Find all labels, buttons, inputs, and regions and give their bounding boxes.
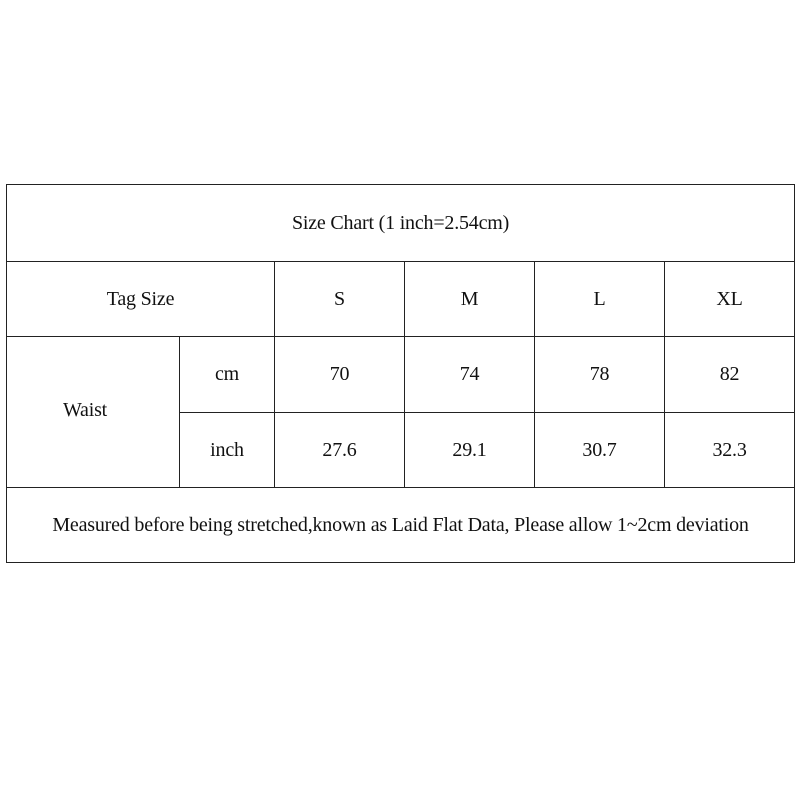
value-cell: 82: [665, 337, 795, 413]
measurement-label-cell: [7, 337, 180, 488]
size-header-l: L: [535, 262, 665, 337]
value-cell: 29.1: [405, 413, 535, 488]
size-header-s: S: [275, 262, 405, 337]
value-cell: 32.3: [665, 413, 795, 488]
measurement-label: Waist: [62, 398, 108, 421]
unit-label-cm: cm: [180, 337, 275, 413]
header-row: [7, 262, 795, 337]
value-cell: 30.7: [535, 413, 665, 488]
size-header-m: M: [405, 262, 535, 337]
table-row: [7, 337, 795, 413]
size-chart-title: Size Chart (1 inch=2.54cm): [7, 185, 795, 262]
value-cell: 27.6: [275, 413, 405, 488]
size-chart-table: [6, 184, 795, 563]
value-cell: 70: [275, 337, 405, 413]
title-row: [7, 185, 795, 262]
note-row: [7, 488, 795, 563]
unit-label-inch: inch: [180, 413, 275, 488]
value-cell: 78: [535, 337, 665, 413]
measurement-note: Measured before being stretched,known as Laid Flat Data, Please allow 1~2cm deviation: [7, 488, 795, 563]
tag-size-label: Tag Size: [7, 262, 275, 337]
size-header-xl: XL: [665, 262, 795, 337]
value-cell: 74: [405, 337, 535, 413]
